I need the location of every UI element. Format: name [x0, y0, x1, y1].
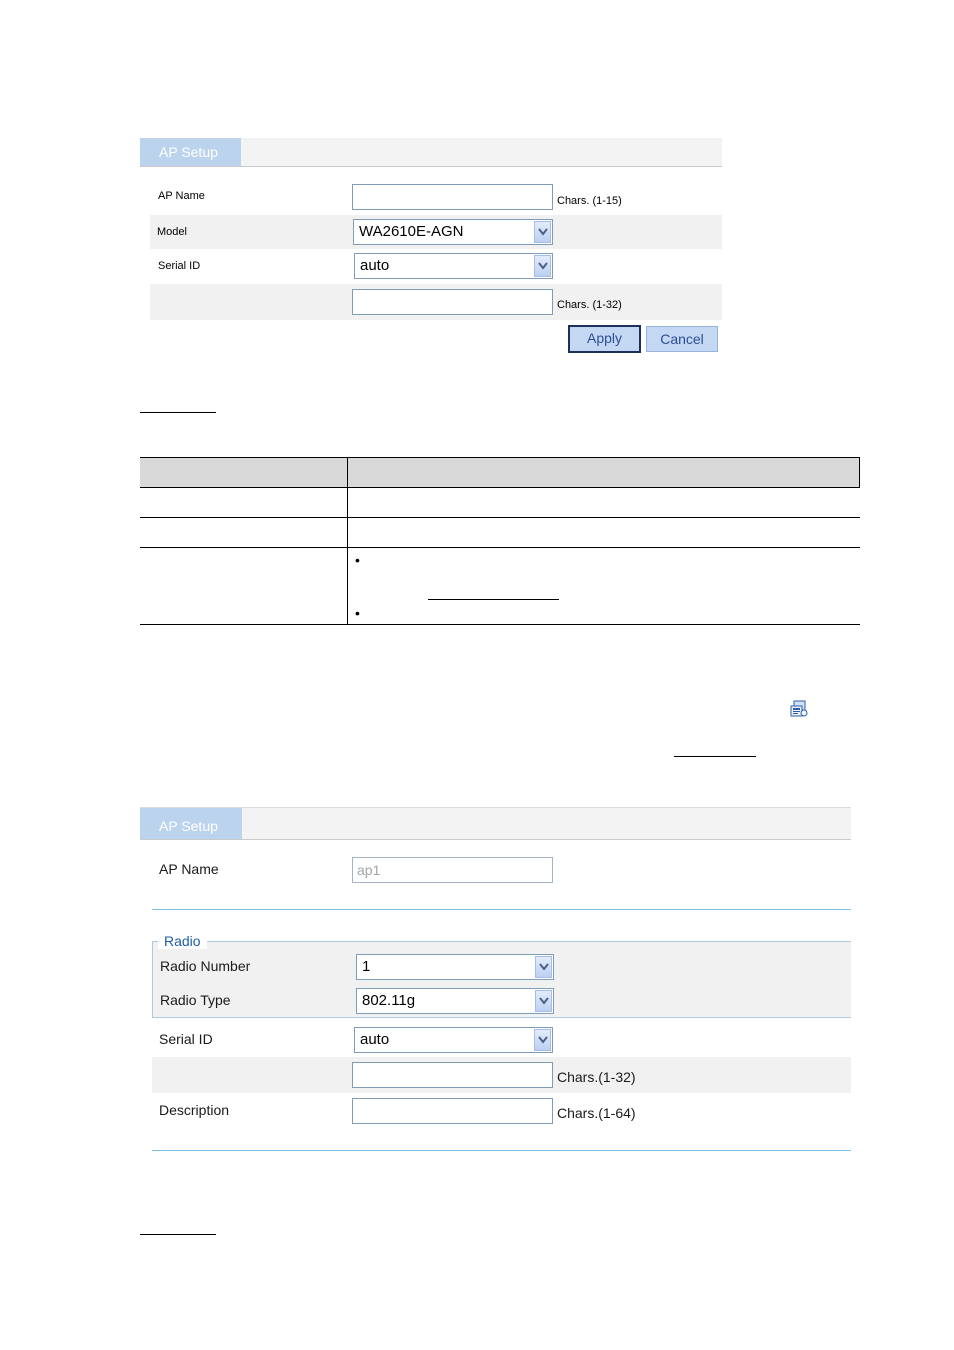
serial-id-select-value: auto [360, 257, 390, 274]
serial-id-label: Serial ID [158, 260, 201, 272]
description-hint: Chars.(1-64) [557, 1105, 636, 1121]
tab-ap-setup-2[interactable]: AP Setup [140, 808, 242, 839]
radio-number-select-value: 1 [362, 958, 371, 975]
serial-id-input-2[interactable] [352, 1062, 553, 1088]
serial-id-hint-2: Chars.(1-32) [557, 1069, 636, 1085]
table-right-border [859, 457, 860, 488]
description-input[interactable] [352, 1098, 553, 1124]
apply-button[interactable]: Apply [568, 325, 641, 353]
ap-name-label: AP Name [158, 190, 205, 202]
radio-legend: Radio [158, 933, 207, 949]
table-header-row [140, 457, 860, 487]
model-select[interactable] [353, 219, 553, 245]
model-label: Model [157, 226, 187, 238]
serial-id-select[interactable] [354, 253, 553, 279]
chevron-down-icon[interactable] [534, 255, 551, 277]
tab-ap-setup[interactable]: AP Setup [140, 138, 241, 166]
chevron-down-icon[interactable] [535, 990, 552, 1012]
figure-link-2[interactable] [140, 1234, 216, 1235]
table-cross-reference-link[interactable] [428, 599, 559, 600]
ap-name-input-2 [352, 857, 553, 883]
table-column-divider [347, 457, 348, 625]
table-bullet-2: • [355, 605, 360, 621]
radio-type-select[interactable] [356, 988, 554, 1014]
model-select-value: WA2610E-AGN [359, 223, 464, 240]
panel1-tabbar [140, 138, 722, 167]
panel2-tabbar [140, 807, 851, 840]
description-label: Description [159, 1102, 230, 1118]
radio-type-select-value: 802.11g [362, 992, 416, 1009]
table-bullet-1: • [355, 552, 360, 568]
table-row-border-2 [140, 547, 860, 548]
cancel-button[interactable]: Cancel [646, 326, 718, 352]
radio-number-select[interactable] [356, 954, 554, 980]
inline-link[interactable] [674, 756, 756, 757]
radio-number-label: Radio Number [160, 958, 251, 974]
ap-name-input[interactable] [352, 184, 553, 210]
serial-id-select-2-value: auto [360, 1031, 390, 1048]
radio-type-label: Radio Type [160, 992, 231, 1008]
chevron-down-icon[interactable] [534, 1029, 551, 1051]
section-divider-1 [152, 909, 851, 910]
table-row-border-1 [140, 517, 860, 518]
section-divider-2 [152, 1150, 851, 1151]
ap-setup-icon[interactable] [789, 699, 809, 719]
serial-id-hint: Chars. (1-32) [557, 299, 622, 311]
table-bottom-border [140, 624, 860, 625]
table-top-border [140, 457, 860, 458]
table-header-border [140, 487, 860, 488]
serial-id-label-2: Serial ID [159, 1031, 213, 1047]
ap-name-hint: Chars. (1-15) [557, 195, 622, 207]
serial-id-select-2[interactable] [354, 1027, 553, 1053]
chevron-down-icon[interactable] [535, 956, 552, 978]
figure-link-1[interactable] [140, 412, 216, 413]
serial-id-input[interactable] [352, 289, 553, 315]
chevron-down-icon[interactable] [534, 221, 551, 243]
ap-name-label-2: AP Name [159, 861, 219, 877]
